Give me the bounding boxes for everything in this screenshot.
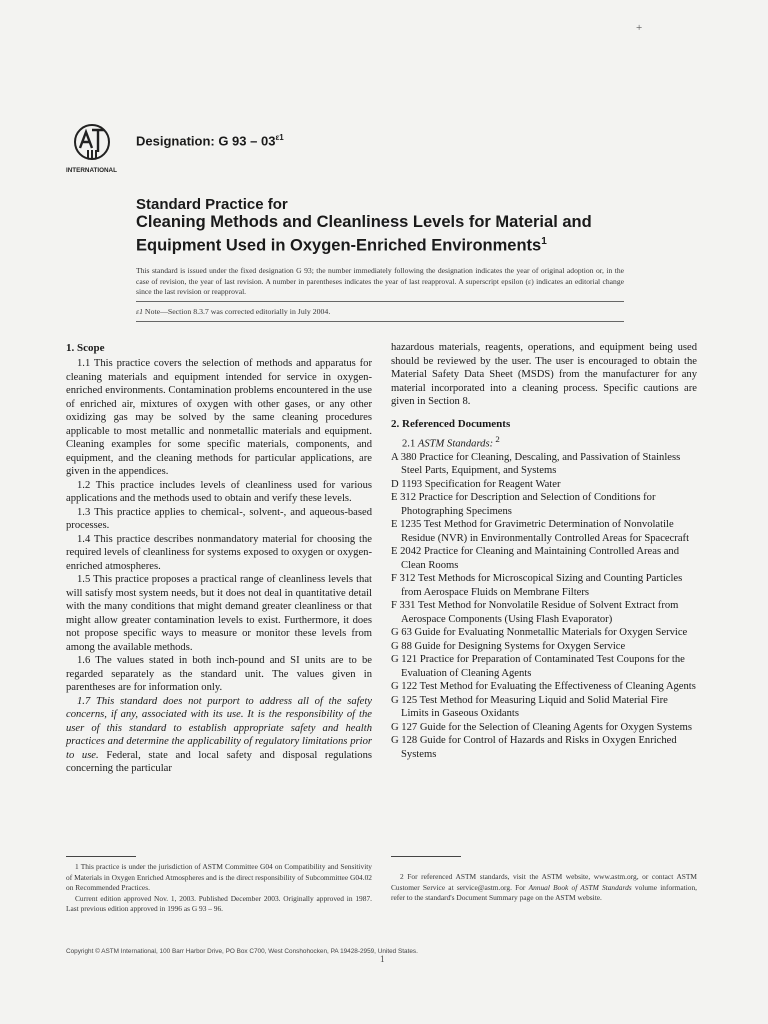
note-epsilon: ε1: [136, 307, 143, 316]
footnote-divider: [66, 856, 136, 857]
footnote-divider: [391, 856, 461, 857]
paragraph-1-1: 1.1 This practice covers the selection of methods and apparatus for cleaning materials and equipment intended for service in oxygen-enriched environments. Contamination problems encountered in the use of enriched air, mixtures of oxygen with other gases, or any other oxidizing gas may be solved by the same cleaning procedures applicable to most metallic and nonmetallic materials and equipment. Cleaning examples for some specific materials, components, and equipment, and the cleaning methods for particular applications, are given in the appendices.: [66, 358, 372, 477]
left-column: [66, 341, 372, 776]
footnote-1: [66, 862, 372, 915]
astm-standards-label: [391, 433, 697, 451]
paragraph-1-7: [66, 695, 372, 776]
safety-caveat: 1.7 This standard does not purport to address all of the safety concerns, if any, associated with its use. It is the responsibility of the user of this standard to establish appropriate safety and health practices and determine the applicability of regulatory limitations prior to use.: [66, 695, 372, 761]
note-text: Note—Section 8.3.7 was corrected editorially in July 2004.: [142, 307, 331, 316]
right-column: [391, 341, 697, 761]
divider: [136, 321, 624, 322]
reference-item: F 312 Test Methods for Microscopical Sizing and Counting Particles from Aerospace Fluids on Membrane Filters: [391, 573, 683, 598]
paragraph-1-5: 1.5 This practice proposes a practical range of cleanliness levels that will satisfy most system needs, but it does not deal in quantitative detail with the many conditions that might demand greater cleanliness or that might allow greater contamination levels to exist. Furthermore, it does not propose specific ways to measure or monitor these levels from among the available methods.: [66, 574, 372, 653]
reference-item: G 125 Test Method for Measuring Liquid and Solid Material Fire Limits in Gaseous Oxidants: [391, 694, 668, 720]
reference-item: D 1193 Specification for Reagent Water: [391, 478, 561, 490]
footnote-2-part-a: 2 For referenced ASTM standards, visit the ASTM website, www.astm.org, or contact ASTM Customer Service at service@astm.org. For: [391, 872, 697, 892]
astm-standards-prefix: 2.1: [402, 438, 418, 450]
regulations-text: Federal, state and local safety and disposal regulations concerning the particular: [66, 749, 372, 774]
reference-item: G 63 Guide for Evaluating Nonmetallic Materials for Oxygen Service: [391, 627, 688, 639]
reference-item: G 121 Practice for Preparation of Contaminated Test Coupons for the Evaluation of Cleaning Agents: [391, 654, 685, 679]
title-line-2: Cleaning Methods and Cleanliness Levels for Material and: [136, 213, 592, 231]
astm-logo-icon: [66, 122, 128, 174]
reference-item: G 122 Test Method for Evaluating the Effectiveness of Cleaning Agents: [391, 681, 696, 693]
logo-subtext: INTERNATIONAL: [66, 167, 117, 174]
designation: [136, 133, 284, 148]
astm-standards-text: ASTM Standards:: [417, 438, 494, 450]
paragraph-1-6: 1.6 The values stated in both inch-pound and SI units are to be regarded separately as the standard unit. The values given in parentheses are for information only.: [66, 655, 372, 693]
paragraph-1-4: 1.4 This practice describes nonmandatory material for choosing the required levels of cleanliness for systems exposed to oxygen or oxygen-enriched atmospheres.: [66, 533, 372, 572]
reference-item: G 88 Guide for Designing Systems for Oxygen Service: [391, 640, 626, 652]
title-line-1: Standard Practice for: [136, 196, 288, 213]
paragraph-1-2: 1.2 This practice includes levels of cleanliness used for various applications and the methods used to obtain and verify these levels.: [66, 479, 372, 504]
paragraph-1-3: 1.3 This practice applies to chemical-, solvent-, and aqueous-based processes.: [66, 506, 372, 531]
footnote-2-part-b: volume information, refer to the standard's Document Summary page on the ASTM website.: [391, 882, 697, 902]
reference-item: A 380 Practice for Cleaning, Descaling, and Passivation of Stainless Steel Parts, Equipment, and Systems: [391, 451, 681, 477]
footnote-2-text: [391, 872, 697, 904]
footnote-2: [391, 872, 697, 904]
reference-item: E 2042 Practice for Cleaning and Maintaining Controlled Areas and Clean Rooms: [391, 546, 680, 571]
scope-continuation: hazardous materials, reagents, operations, and equipment being used should be reviewed by the user. The user is encouraged to obtain the Material Safety Data Sheet (MSDS) from the manufacturer for any material incorporated into a cleaning process. Specific cautions are given in Section 8.: [391, 342, 697, 407]
reference-item: G 127 Guide for the Selection of Cleaning Agents for Oxygen Systems: [391, 721, 692, 733]
footnote-1-approval: Current edition approved Nov. 1, 2003. Published December 2003. Originally approved in 1987. Last previous edition approved in 1996 as G 93 – 96.: [66, 893, 372, 913]
astm-standards-footnote-ref: 2: [493, 433, 500, 444]
footnote-1-jurisdiction: 1 This practice is under the jurisdiction of ASTM Committee G04 on Compatibility and Sensitivity of Materials in Oxygen Enriched Atmospheres and is the direct responsibility of Subcommittee G04.02 on Recommended Practices.: [66, 862, 372, 892]
reference-item: F 331 Test Method for Nonvolatile Residue of Solvent Extract from Aerospace Components (Using Flash Evaporator): [391, 600, 679, 625]
reference-item: E 1235 Test Method for Gravimetric Determination of Nonvolatile Residue (NVR) in Environmentally Controlled Areas for Spacecraft: [391, 519, 690, 544]
designation-superscript: ε1: [275, 133, 284, 142]
designation-text: Designation: G 93 – 03: [136, 133, 276, 149]
copyright-line: Copyright © ASTM International, 100 Barr Harbor Drive, PO Box C700, West Conshohocken, PA 19428-2959, United States.: [66, 948, 418, 955]
referenced-documents-heading: 2. Referenced Documents: [391, 417, 511, 430]
scan-mark: +: [636, 22, 643, 34]
title-footnote-ref: 1: [541, 236, 547, 247]
reference-item: G 128 Guide for Control of Hazards and Risks in Oxygen Enriched Systems: [391, 735, 677, 760]
divider: [136, 301, 624, 302]
issuance-statement: This standard is issued under the fixed designation G 93; the number immediately following the designation indicates the year of original adoption or, in the case of revision, the year of last revision. A number in parentheses indicates the year of last reapproval. A superscript epsilon (ε) indicates an editorial change since the last revision or reapproval.: [136, 266, 624, 296]
title-line-3: [136, 232, 656, 256]
reference-item: E 312 Practice for Description and Selection of Conditions for Photographing Specimens: [391, 492, 656, 517]
page-number: 1: [380, 954, 385, 964]
scope-heading: 1. Scope: [66, 342, 105, 354]
editorial-note: [136, 307, 624, 316]
title-line-3-text: Equipment Used in Oxygen-Enriched Environments: [136, 236, 542, 255]
document-title: [136, 196, 656, 256]
footnote-2-book-title: Annual Book of ASTM Standards: [528, 882, 632, 892]
